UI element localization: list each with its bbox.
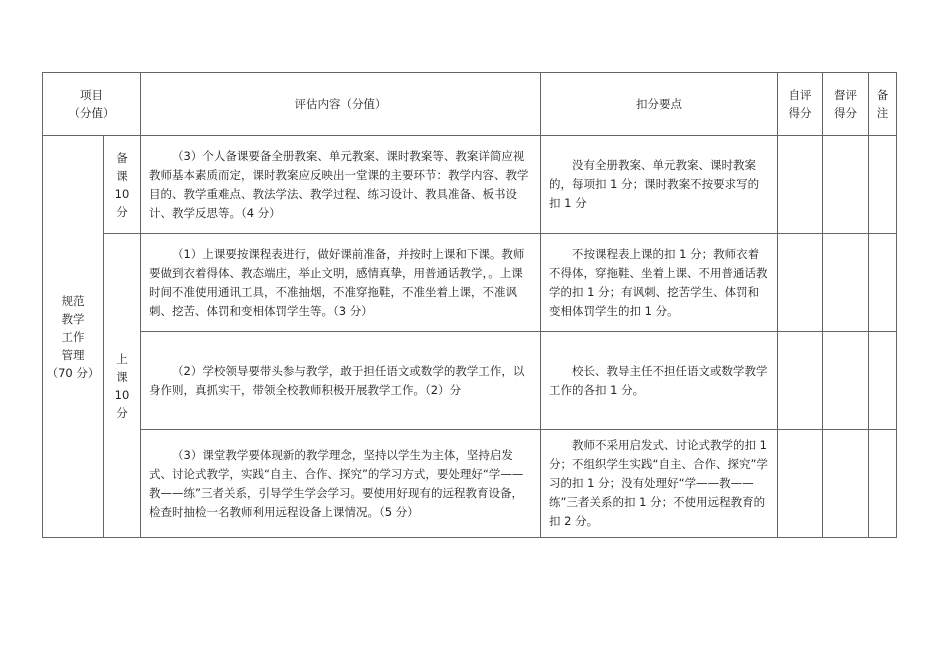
- header-row: [43, 73, 897, 136]
- table-row: [43, 332, 897, 430]
- sub-prep-line4: 分: [116, 204, 128, 219]
- evaluation-table: [42, 72, 897, 538]
- deduction-cell: [541, 332, 778, 430]
- sub-prep-line1: 备: [116, 150, 128, 165]
- deduction-text: 不按课程表上课的扣 1 分；教师衣着不得体，穿拖鞋、坐着上课、不用普通话教学的扣 1 分；有讽刺、挖苦学生、体罚和变相体罚学生的扣 1 分。: [549, 246, 768, 318]
- category-line5: （70 分）: [46, 365, 100, 380]
- header-content: 评估内容（分值）: [141, 73, 541, 136]
- subcategory-class: [104, 234, 141, 538]
- table-row: [43, 430, 897, 538]
- self-score-cell[interactable]: [778, 430, 823, 538]
- sub-prep-line2: 课: [116, 168, 128, 183]
- category-line4: 管理: [61, 347, 85, 362]
- header-supervisor-line2: 得分: [834, 106, 857, 120]
- content-cell: [141, 136, 541, 234]
- note-cell[interactable]: [869, 332, 897, 430]
- self-score-cell[interactable]: [778, 332, 823, 430]
- supervisor-score-cell[interactable]: [823, 234, 869, 332]
- header-item-line2: （分值）: [68, 106, 115, 120]
- note-cell[interactable]: [869, 136, 897, 234]
- self-score-cell[interactable]: [778, 234, 823, 332]
- supervisor-score-cell[interactable]: [823, 136, 869, 234]
- table-row: [43, 136, 897, 234]
- header-self-line1: 自评: [788, 88, 812, 102]
- header-note: [869, 73, 897, 136]
- deduction-text: 没有全册教案、单元教案、课时教案的，每项扣 1 分；课时教案不按要求写的扣 1 分: [549, 158, 760, 210]
- header-supervisor-line1: 督评: [834, 88, 857, 102]
- header-note-line1: 备: [876, 88, 889, 102]
- note-cell[interactable]: [869, 234, 897, 332]
- header-deduction: 扣分要点: [541, 73, 778, 136]
- note-cell[interactable]: [869, 430, 897, 538]
- supervisor-score-cell[interactable]: [823, 430, 869, 538]
- content-text: （1）上课要按课程表进行，做好课前准备，并按时上课和下课。教师要做到衣着得体、教态端庄，举止文明，感情真挚，用普通话教学，。上课时间不准使用通讯工具，不准抽烟，不准穿拖鞋，不准坐着上课，不准讽刺、挖苦、体罚和变相体罚学生等。（3 分）: [149, 246, 525, 318]
- category-line2: 教学: [61, 311, 85, 326]
- deduction-text: 教师不采用启发式、讨论式教学的扣 1 分；不组织学生实践“自主、合作、探究”学习的扣 1 分；没有处理好“学——教——练”三者关系的扣 1 分；不使用远程教育的扣 2 分。: [549, 438, 768, 528]
- sub-class-line3: 10: [114, 387, 130, 402]
- content-cell: [141, 430, 541, 538]
- header-self-line2: 得分: [788, 106, 812, 120]
- content-text: （2）学校领导要带头参与教学，敢于担任语文或数学的教学工作，以身作则，真抓实干，带领全校教师积极开展教学工作。（2）分: [149, 363, 525, 397]
- category-line1: 规范: [61, 293, 85, 308]
- sub-prep-line3: 10: [114, 186, 130, 201]
- deduction-cell: [541, 136, 778, 234]
- header-note-line2: 注: [876, 106, 889, 120]
- deduction-text: 校长、教导主任不担任语文或数学教学工作的各扣 1 分。: [549, 363, 768, 397]
- header-item-line1: 项目: [80, 88, 103, 102]
- subcategory-prep: [104, 136, 141, 234]
- content-cell: [141, 234, 541, 332]
- header-self-score: [778, 73, 823, 136]
- sub-class-line2: 课: [116, 369, 128, 384]
- content-text: （3）课堂教学要体现新的教学理念，坚持以学生为主体，坚持启发式、讨论式教学，实践“自主、合作、探究”的学习方式，要处理好“学——教——练”三者关系，引导学生学会学习。要使用好现有的远程教育设备，检查时抽检一名教师利用远程设备上课情况。（5 分）: [149, 447, 524, 519]
- deduction-cell: [541, 430, 778, 538]
- content-cell: [141, 332, 541, 430]
- header-item: [43, 73, 141, 136]
- supervisor-score-cell[interactable]: [823, 332, 869, 430]
- table-row: [43, 234, 897, 332]
- content-text: （3）个人备课要备全册教案、单元教案、课时教案等、教案详简应视教师基本素质而定，课时教案应反映出一堂课的主要环节：教学内容、教学目的、教学重难点、教法学法、教学过程、练习设计、教具准备、板书设计、教学反思等。（4 分）: [149, 148, 529, 220]
- category-line3: 工作: [61, 329, 85, 344]
- sub-class-line1: 上: [116, 351, 128, 366]
- sub-class-line4: 分: [116, 405, 128, 420]
- self-score-cell[interactable]: [778, 136, 823, 234]
- deduction-cell: [541, 234, 778, 332]
- category-cell: [43, 136, 104, 538]
- header-supervisor-score: [823, 73, 869, 136]
